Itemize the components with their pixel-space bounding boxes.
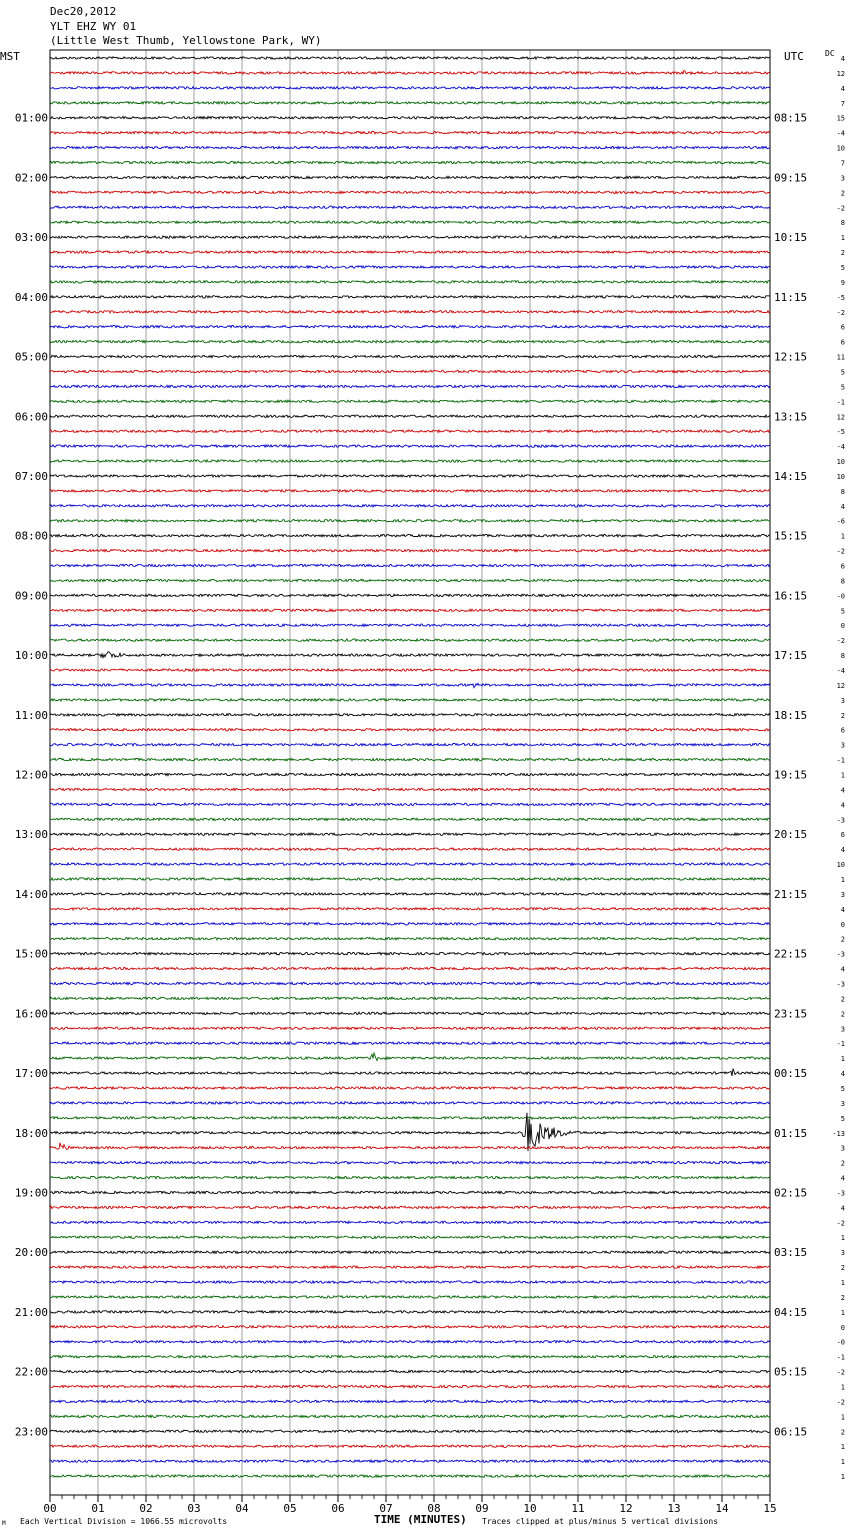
trace-line [50, 131, 770, 133]
utc-hour-label: 10:15 [774, 231, 808, 245]
trace-line [50, 652, 770, 658]
trace-line [50, 1087, 770, 1089]
dc-offset-label: 4 [840, 786, 845, 795]
mst-hour-label: 03:00 [14, 231, 48, 245]
utc-hour-label: 16:15 [774, 589, 808, 603]
dc-offset-label: -4 [836, 443, 845, 452]
trace-line [50, 1221, 770, 1223]
dc-offset-label: 5 [840, 607, 845, 616]
trace-line [50, 1053, 770, 1061]
x-tick-label: 13 [667, 1502, 681, 1515]
x-tick-label: 04 [235, 1502, 249, 1515]
utc-hour-label: 01:15 [774, 1126, 808, 1140]
dc-offset-label: 1 [840, 532, 845, 541]
trace-line [50, 385, 770, 387]
dc-offset-label: 2 [840, 711, 845, 720]
trace-line [50, 176, 770, 178]
dc-offset-label: 7 [840, 99, 845, 108]
dc-offset-label: 1 [840, 1234, 845, 1243]
trace-line [50, 549, 770, 551]
utc-hour-label: 06:15 [774, 1425, 808, 1439]
dc-offset-label: 1 [840, 1413, 845, 1422]
trace-line [50, 281, 770, 283]
dc-offset-label: 1 [840, 234, 845, 243]
trace-line [50, 624, 770, 626]
dc-offset-label: 10 [836, 861, 845, 870]
x-tick-label: 07 [379, 1502, 393, 1515]
dc-offset-label: 2 [840, 249, 845, 258]
trace-line [50, 1475, 770, 1477]
trace-line [50, 1161, 770, 1163]
dc-offset-label: 11 [836, 353, 845, 362]
dc-offset-label: -0 [836, 1338, 845, 1347]
trace-line [50, 1400, 770, 1402]
dc-offset-label: 9 [840, 278, 845, 287]
dc-offset-label: 6 [840, 726, 845, 735]
utc-hour-label: 17:15 [774, 649, 808, 663]
trace-line [50, 952, 770, 954]
dc-offset-label: 1 [840, 1458, 845, 1467]
dc-offset-label: 0 [840, 920, 845, 929]
mst-hour-label: 18:00 [14, 1126, 48, 1140]
dc-offset-label: -2 [836, 308, 845, 317]
mst-hour-label: 07:00 [14, 469, 48, 483]
dc-offset-label: 10 [836, 472, 845, 481]
trace-line [50, 191, 770, 193]
trace-line [50, 1027, 770, 1029]
trace-line [50, 355, 770, 357]
dc-offset-label: 5 [840, 368, 845, 377]
trace-line [50, 1206, 770, 1208]
x-tick-label: 11 [571, 1502, 585, 1515]
trace-line [50, 1191, 770, 1193]
trace-line [50, 997, 770, 999]
trace-line [50, 1326, 770, 1328]
plot-date: Dec20,2012 [50, 5, 117, 18]
x-tick-label: 14 [715, 1502, 729, 1515]
dc-offset-label: 2 [840, 935, 845, 944]
trace-line [50, 206, 770, 208]
utc-hour-label: 21:15 [774, 887, 808, 901]
dc-offset-label: 2 [840, 1159, 845, 1168]
dc-offset-label: -3 [836, 980, 845, 989]
dc-offset-label: 4 [840, 1174, 845, 1183]
utc-hour-label: 23:15 [774, 1007, 808, 1021]
utc-hour-label: 22:15 [774, 947, 808, 961]
trace-line [50, 878, 770, 880]
utc-hour-label: 08:15 [774, 111, 808, 125]
trace-line [50, 490, 770, 492]
mst-hour-label: 20:00 [14, 1246, 48, 1260]
trace-line [50, 296, 770, 298]
mst-hour-label: 11:00 [14, 708, 48, 722]
dc-offset-label: 4 [840, 84, 845, 93]
trace-line [50, 1102, 770, 1104]
trace-line [50, 744, 770, 746]
trace-line [50, 1143, 770, 1150]
dc-offset-label: 8 [840, 652, 845, 661]
vertical-division-note: Each Vertical Division = 1066.55 microvolts [20, 1517, 228, 1526]
trace-line [50, 71, 770, 75]
trace-line [50, 1356, 770, 1358]
dc-header-label: DC [825, 49, 835, 58]
dc-offset-label: -5 [836, 428, 845, 437]
dc-offset-label: 7 [840, 159, 845, 168]
mst-hour-label: 17:00 [14, 1067, 48, 1081]
dc-offset-label: 1 [840, 1308, 845, 1317]
clip-note: Traces clipped at plus/minus 5 vertical divisions [482, 1517, 719, 1526]
dc-offset-label: -0 [836, 592, 845, 601]
mst-hour-label: 15:00 [14, 947, 48, 961]
trace-line [50, 938, 770, 940]
dc-offset-label: -13 [832, 1129, 845, 1138]
x-tick-label: 00 [43, 1502, 57, 1515]
dc-offset-label: -1 [836, 1353, 845, 1362]
mst-hour-label: 10:00 [14, 649, 48, 663]
trace-line [50, 445, 770, 447]
dc-offset-label: 12 [836, 681, 845, 690]
dc-offset-label: -4 [836, 667, 845, 676]
trace-line [50, 475, 770, 477]
trace-line [50, 1311, 770, 1313]
dc-offset-label: 8 [840, 577, 845, 586]
mst-hour-label: 13:00 [14, 828, 48, 842]
dc-offset-label: 1 [840, 1383, 845, 1392]
trace-line [50, 818, 770, 820]
dc-offset-label: 2 [840, 995, 845, 1004]
trace-line [50, 699, 770, 701]
dc-offset-label: 4 [840, 846, 845, 855]
trace-line [50, 400, 770, 402]
trace-line [50, 340, 770, 342]
left-timezone-label: MST [0, 50, 20, 63]
x-tick-label: 05 [283, 1502, 297, 1515]
x-tick-label: 12 [619, 1502, 633, 1515]
mst-hour-label: 19:00 [14, 1186, 48, 1200]
dc-offset-label: 4 [840, 1204, 845, 1213]
trace-line [50, 221, 770, 223]
trace-line [50, 266, 770, 268]
dc-offset-label: -2 [836, 1398, 845, 1407]
mst-hour-label: 16:00 [14, 1007, 48, 1021]
trace-line [50, 57, 770, 59]
trace-line [50, 893, 770, 895]
trace-line [50, 758, 770, 760]
dc-offset-label: 1 [840, 875, 845, 884]
trace-line [50, 1251, 770, 1253]
dc-offset-label: 4 [840, 502, 845, 511]
utc-hour-label: 15:15 [774, 529, 808, 543]
dc-offset-label: -5 [836, 293, 845, 302]
x-tick-label: 06 [331, 1502, 345, 1515]
utc-hour-label: 03:15 [774, 1246, 808, 1260]
trace-line [50, 1460, 770, 1462]
dc-offset-label: 1 [840, 1443, 845, 1452]
trace-line [50, 311, 770, 313]
dc-offset-label: 0 [840, 1323, 845, 1332]
dc-offset-label: -1 [836, 756, 845, 765]
mst-hour-label: 22:00 [14, 1365, 48, 1379]
utc-hour-label: 09:15 [774, 171, 808, 185]
dc-offset-label: 2 [840, 1293, 845, 1302]
trace-line [50, 1445, 770, 1447]
dc-offset-label: 0 [840, 622, 845, 631]
trace-line [50, 967, 770, 969]
mst-hour-label: 09:00 [14, 589, 48, 603]
utc-hour-label: 14:15 [774, 469, 808, 483]
dc-offset-label: 6 [840, 831, 845, 840]
trace-line [50, 639, 770, 641]
trace-line [50, 1176, 770, 1178]
utc-hour-label: 18:15 [774, 708, 808, 722]
trace-line [50, 908, 770, 910]
trace-line [50, 415, 770, 417]
dc-offset-label: 4 [840, 55, 845, 63]
x-axis-title: TIME (MINUTES) [374, 1513, 467, 1526]
x-tick-label: 15 [763, 1502, 777, 1515]
dc-offset-label: 10 [836, 458, 845, 467]
trace-line [50, 117, 770, 119]
trace-line [50, 326, 770, 328]
trace-line [50, 863, 770, 865]
dc-offset-label: 2 [840, 1010, 845, 1019]
trace-line [50, 833, 770, 835]
trace-line [50, 683, 770, 688]
mst-hour-label: 05:00 [14, 350, 48, 364]
mst-hour-label: 12:00 [14, 768, 48, 782]
trace-line [50, 430, 770, 432]
trace-line [50, 773, 770, 775]
trace-line [50, 848, 770, 850]
mst-hour-label: 08:00 [14, 529, 48, 543]
trace-line [50, 146, 770, 148]
trace-line [50, 1281, 770, 1283]
utc-hour-label: 02:15 [774, 1186, 808, 1200]
trace-line [50, 505, 770, 507]
dc-offset-label: 2 [840, 189, 845, 198]
dc-offset-label: 6 [840, 562, 845, 571]
trace-line [50, 729, 770, 731]
trace-line [50, 714, 770, 716]
station-code: YLT EHZ WY 01 [50, 20, 137, 33]
trace-line [50, 520, 770, 522]
x-tick-label: 03 [187, 1502, 201, 1515]
dc-offset-label: 10 [836, 144, 845, 153]
dc-offset-label: 2 [840, 1428, 845, 1437]
trace-line [50, 1012, 770, 1014]
trace-line [50, 788, 770, 790]
dc-offset-label: 1 [840, 1279, 845, 1288]
mst-hour-label: 23:00 [14, 1425, 48, 1439]
dc-offset-label: 5 [840, 383, 845, 392]
mst-hour-label: 01:00 [14, 111, 48, 125]
trace-line [50, 609, 770, 611]
x-tick-label: 09 [475, 1502, 489, 1515]
dc-offset-label: 3 [840, 174, 845, 183]
trace-line [50, 251, 770, 253]
trace-line [50, 161, 770, 163]
utc-hour-label: 13:15 [774, 410, 808, 424]
dc-offset-label: 3 [840, 1025, 845, 1034]
dc-offset-label: 4 [840, 1070, 845, 1079]
dc-offset-label: 5 [840, 1114, 845, 1123]
trace-line [50, 1341, 770, 1343]
dc-offset-label: 3 [840, 741, 845, 750]
dc-offset-label: 3 [840, 890, 845, 899]
dc-offset-label: 2 [840, 1264, 845, 1273]
utc-hour-label: 00:15 [774, 1067, 808, 1081]
trace-line [50, 535, 770, 537]
trace-line [50, 1117, 770, 1119]
dc-offset-label: 1 [840, 1055, 845, 1064]
dc-offset-label: 3 [840, 1099, 845, 1108]
mst-hour-label: 21:00 [14, 1305, 48, 1319]
trace-line [50, 579, 770, 581]
trace-line [50, 982, 770, 984]
utc-hour-label: 19:15 [774, 768, 808, 782]
trace-line [50, 102, 770, 104]
dc-offset-label: 4 [840, 801, 845, 810]
dc-offset-label: 6 [840, 323, 845, 332]
dc-offset-label: -4 [836, 129, 845, 138]
trace-line [50, 669, 770, 671]
dc-offset-label: -3 [836, 816, 845, 825]
trace-line [50, 236, 770, 238]
dc-offset-label: -6 [836, 517, 845, 526]
dc-offset-label: 1 [840, 1473, 845, 1482]
dc-offset-label: 15 [836, 114, 845, 123]
x-tick-label: 01 [91, 1502, 105, 1515]
utc-hour-label: 12:15 [774, 350, 808, 364]
dc-offset-label: -2 [836, 1368, 845, 1377]
utc-hour-label: 11:15 [774, 290, 808, 304]
dc-offset-label: -2 [836, 637, 845, 646]
dc-offset-label: 8 [840, 487, 845, 496]
utc-hour-label: 20:15 [774, 828, 808, 842]
dc-offset-label: 12 [836, 69, 845, 78]
trace-line [50, 87, 770, 89]
trace-line [50, 1266, 770, 1268]
dc-offset-label: 6 [840, 338, 845, 347]
dc-offset-label: 4 [840, 965, 845, 974]
x-tick-label: 08 [427, 1502, 441, 1515]
dc-offset-label: -3 [836, 1189, 845, 1198]
mst-hour-label: 14:00 [14, 887, 48, 901]
trace-line [50, 564, 770, 566]
dc-offset-label: -2 [836, 204, 845, 213]
dc-offset-label: -2 [836, 547, 845, 556]
trace-line [50, 1042, 770, 1044]
trace-line [50, 1415, 770, 1417]
station-location: (Little West Thumb, Yellowstone Park, WY) [50, 34, 322, 47]
dc-offset-label: 3 [840, 1249, 845, 1258]
utc-hour-label: 04:15 [774, 1305, 808, 1319]
dc-offset-label: 3 [840, 696, 845, 705]
trace-line [50, 803, 770, 805]
trace-line [50, 594, 770, 596]
corner-mark: M [2, 1520, 6, 1527]
dc-offset-label: -1 [836, 1040, 845, 1049]
dc-offset-label: 1 [840, 771, 845, 780]
dc-offset-label: -3 [836, 950, 845, 959]
mst-hour-label: 02:00 [14, 171, 48, 185]
trace-line [50, 370, 770, 372]
dc-offset-label: -2 [836, 1219, 845, 1228]
dc-offset-label: 5 [840, 263, 845, 272]
dc-offset-label: 12 [836, 413, 845, 422]
dc-offset-label: -1 [836, 398, 845, 407]
trace-line [50, 460, 770, 462]
dc-offset-label: 3 [840, 1144, 845, 1153]
dc-offset-label: 8 [840, 219, 845, 228]
mst-hour-label: 04:00 [14, 290, 48, 304]
dc-offset-label: 4 [840, 905, 845, 914]
x-tick-label: 02 [139, 1502, 153, 1515]
trace-line [50, 1385, 770, 1387]
mst-hour-label: 06:00 [14, 410, 48, 424]
trace-line [50, 1430, 770, 1432]
utc-hour-label: 05:15 [774, 1365, 808, 1379]
trace-line [50, 923, 770, 925]
trace-line [50, 1069, 770, 1076]
right-timezone-label: UTC [784, 50, 804, 63]
trace-line [50, 1370, 770, 1372]
trace-line [50, 1236, 770, 1238]
x-tick-label: 10 [523, 1502, 537, 1515]
trace-line [50, 1296, 770, 1298]
dc-offset-label: 5 [840, 1084, 845, 1093]
